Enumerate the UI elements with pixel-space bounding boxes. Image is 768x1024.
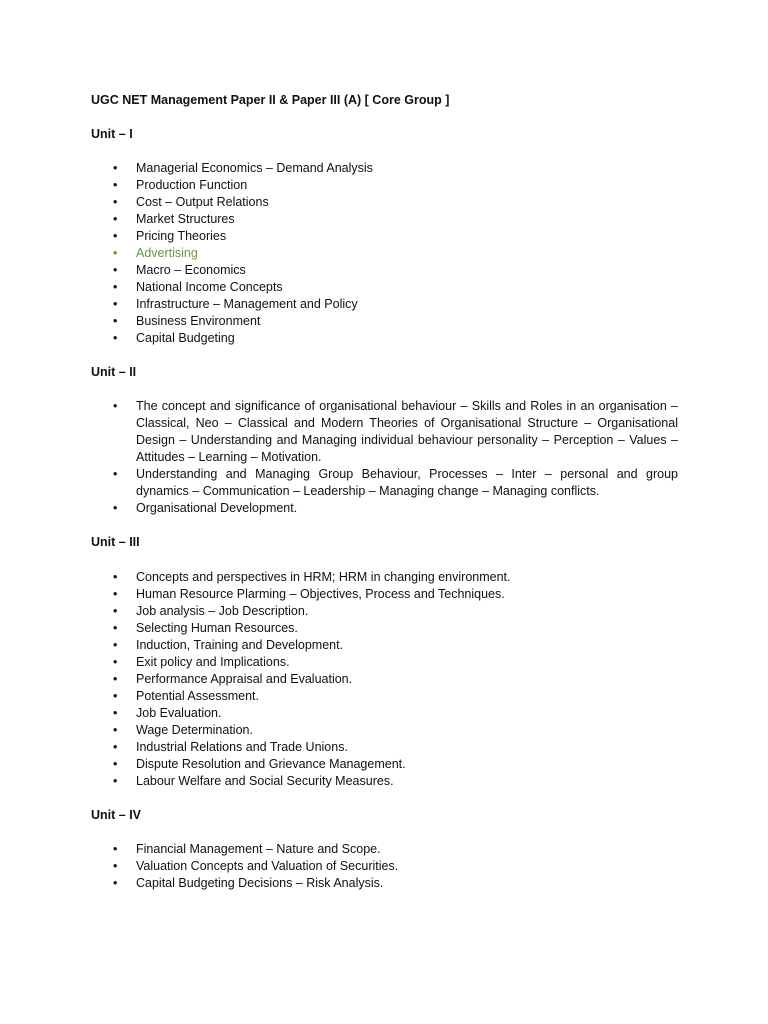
unit-heading-1: Unit – I (91, 127, 133, 141)
list-item: • National Income Concepts (91, 279, 678, 296)
list-item: • Infrastructure – Management and Policy (91, 296, 678, 313)
list-item: • Business Environment (91, 313, 678, 330)
list-item: • Human Resource Plarming – Objectives, Process and Techniques. (91, 586, 678, 603)
list-item: • Understanding and Managing Group Behaviour, Processes – Inter – personal and group dynamics – Communication – Leadership – Managing change – Managing conflicts. (91, 466, 678, 500)
list-item: • Induction, Training and Development. (91, 637, 678, 654)
unit-heading-3: Unit – III (91, 535, 140, 549)
list-item: • Cost – Output Relations (91, 194, 678, 211)
list-item: • Valuation Concepts and Valuation of Securities. (91, 858, 678, 875)
unit-heading-2: Unit – II (91, 365, 137, 379)
list-item: • Potential Assessment. (91, 688, 678, 705)
list-item: • Financial Management – Nature and Scope. (91, 841, 678, 858)
list-item-highlighted: • Advertising (91, 245, 678, 262)
list-item: • Job Evaluation. (91, 705, 678, 722)
list-item: • Concepts and perspectives in HRM; HRM in changing environment. (91, 569, 678, 586)
list-item: • Exit policy and Implications. (91, 654, 678, 671)
list-item: • Selecting Human Resources. (91, 620, 678, 637)
list-item: • Market Structures (91, 211, 678, 228)
list-item: • Production Function (91, 177, 678, 194)
list-item: • Labour Welfare and Social Security Measures. (91, 773, 678, 790)
list-item: • Performance Appraisal and Evaluation. (91, 671, 678, 688)
document-title: UGC NET Management Paper II & Paper III (A) [ Core Group ] (91, 93, 450, 107)
list-item: • Macro – Economics (91, 262, 678, 279)
list-item: • Industrial Relations and Trade Unions. (91, 739, 678, 756)
list-item: • Dispute Resolution and Grievance Management. (91, 756, 678, 773)
list-item: • Capital Budgeting Decisions – Risk Analysis. (91, 875, 678, 892)
list-item: • Wage Determination. (91, 722, 678, 739)
unit-heading-4: Unit – IV (91, 808, 142, 822)
list-item: • Managerial Economics – Demand Analysis (91, 160, 678, 177)
unit-4-topic-list (91, 841, 678, 892)
list-item: • The concept and significance of organisational behaviour – Skills and Roles in an organisation – Classical, Neo – Classical and Modern Theories of Organisational Structure – Organisational Design – Understanding and Managing individual behaviour personality – Perception – Values – Attitudes – Learning – Motivation. (91, 398, 678, 466)
list-item: • Capital Budgeting (91, 330, 678, 347)
list-item: • Job analysis – Job Description. (91, 603, 678, 620)
unit-3-topic-list (91, 569, 678, 790)
list-item: • Organisational Development. (91, 500, 678, 517)
unit-1-topic-list (91, 160, 678, 347)
list-item: • Pricing Theories (91, 228, 678, 245)
unit-2-topic-list (91, 398, 678, 517)
